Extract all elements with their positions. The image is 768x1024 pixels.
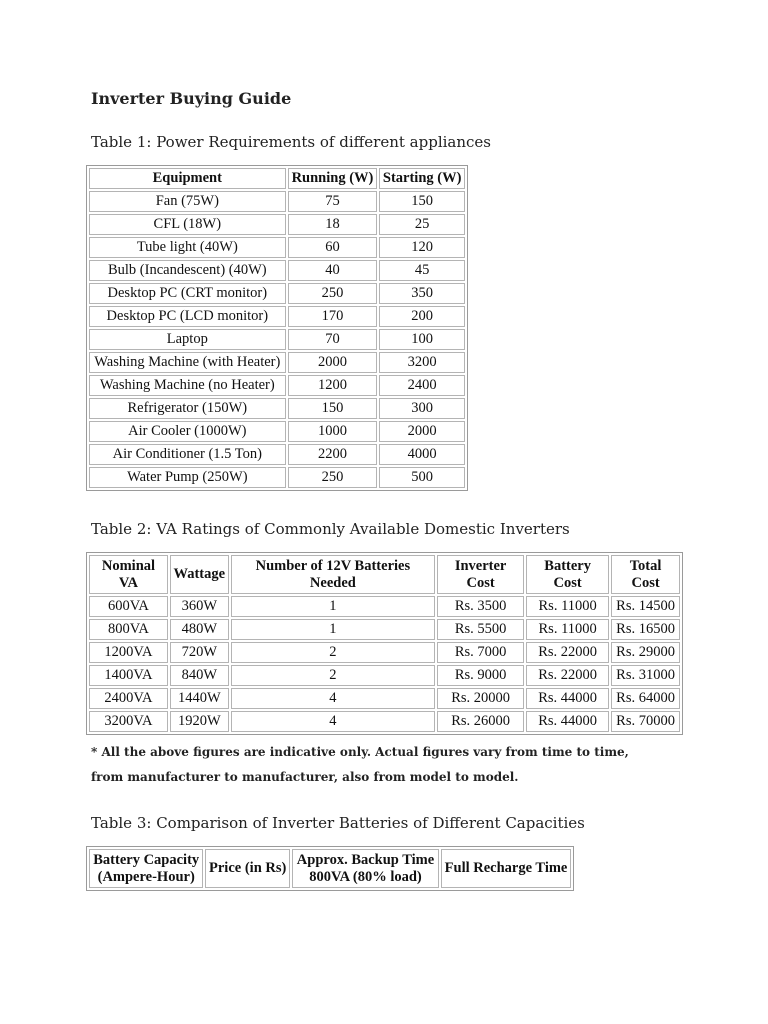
- table-cell: Rs. 9000: [437, 665, 524, 686]
- table-row: [89, 329, 465, 350]
- table-cell: 2400: [379, 375, 465, 396]
- column-header: Inverter Cost: [437, 555, 524, 594]
- table-cell: Rs. 11000: [526, 619, 609, 640]
- column-header: Running (W): [288, 168, 378, 189]
- table-cell: 200: [379, 306, 465, 327]
- column-header: Full Recharge Time: [441, 849, 571, 888]
- table-cell: 150: [288, 398, 378, 419]
- table-3-caption: Table 3: Comparison of Inverter Batteries of Different Capacities: [91, 814, 585, 832]
- table-2-caption: Table 2: VA Ratings of Commonly Available Domestic Inverters: [91, 520, 570, 538]
- table-cell: CFL (18W): [89, 214, 286, 235]
- table-cell: 120: [379, 237, 465, 258]
- table-header-row: [89, 849, 571, 888]
- table-cell: Rs. 26000: [437, 711, 524, 732]
- table-cell: 2200: [288, 444, 378, 465]
- table-row: [89, 467, 465, 488]
- table-row: [89, 711, 680, 732]
- table-cell: 2400VA: [89, 688, 168, 709]
- table-row: [89, 237, 465, 258]
- table-cell: 1000: [288, 421, 378, 442]
- table-row: [89, 444, 465, 465]
- table-cell: Rs. 16500: [611, 619, 680, 640]
- table-cell: 25: [379, 214, 465, 235]
- table-cell: 170: [288, 306, 378, 327]
- table-cell: 4: [231, 711, 435, 732]
- table-cell: 4000: [379, 444, 465, 465]
- table-cell: Air Cooler (1000W): [89, 421, 286, 442]
- table-header-row: [89, 168, 465, 189]
- table-cell: 1: [231, 596, 435, 617]
- table-cell: 75: [288, 191, 378, 212]
- table-row: [89, 665, 680, 686]
- column-header: Equipment: [89, 168, 286, 189]
- table-cell: 300: [379, 398, 465, 419]
- table-row: [89, 352, 465, 373]
- table-row: [89, 260, 465, 281]
- column-header: Total Cost: [611, 555, 680, 594]
- table-cell: 1440W: [170, 688, 229, 709]
- table-cell: Rs. 22000: [526, 665, 609, 686]
- table-cell: 600VA: [89, 596, 168, 617]
- table-row: [89, 596, 680, 617]
- table-cell: 800VA: [89, 619, 168, 640]
- table-cell: 250: [288, 283, 378, 304]
- table-cell: 350: [379, 283, 465, 304]
- table-cell: 2000: [379, 421, 465, 442]
- table-cell: 480W: [170, 619, 229, 640]
- table-cell: Rs. 5500: [437, 619, 524, 640]
- table-cell: 840W: [170, 665, 229, 686]
- table-cell: 18: [288, 214, 378, 235]
- table-cell: Tube light (40W): [89, 237, 286, 258]
- table-cell: Water Pump (250W): [89, 467, 286, 488]
- column-header: Battery Cost: [526, 555, 609, 594]
- table-cell: 60: [288, 237, 378, 258]
- power-requirements-table: [86, 165, 468, 491]
- table-row: [89, 283, 465, 304]
- column-header: Approx. Backup Time 800VA (80% load): [292, 849, 439, 888]
- column-header: Number of 12V Batteries Needed: [231, 555, 435, 594]
- column-header: Starting (W): [379, 168, 465, 189]
- table-row: [89, 619, 680, 640]
- table-cell: 1200VA: [89, 642, 168, 663]
- table-cell: Rs. 64000: [611, 688, 680, 709]
- table-cell: 1: [231, 619, 435, 640]
- column-header: Battery Capacity (Ampere-Hour): [89, 849, 203, 888]
- table-cell: Air Conditioner (1.5 Ton): [89, 444, 286, 465]
- table-cell: 720W: [170, 642, 229, 663]
- table-cell: 150: [379, 191, 465, 212]
- table-cell: 2: [231, 665, 435, 686]
- table-cell: Rs. 20000: [437, 688, 524, 709]
- table-cell: Rs. 29000: [611, 642, 680, 663]
- table-cell: 100: [379, 329, 465, 350]
- table-cell: Rs. 31000: [611, 665, 680, 686]
- table-row: [89, 421, 465, 442]
- column-header: Price (in Rs): [205, 849, 290, 888]
- table-row: [89, 191, 465, 212]
- table-cell: Desktop PC (CRT monitor): [89, 283, 286, 304]
- table-row: [89, 642, 680, 663]
- table-row: [89, 398, 465, 419]
- table-cell: Laptop: [89, 329, 286, 350]
- table-cell: Washing Machine (no Heater): [89, 375, 286, 396]
- table-cell: 2000: [288, 352, 378, 373]
- table-cell: 3200VA: [89, 711, 168, 732]
- table-cell: Fan (75W): [89, 191, 286, 212]
- table-cell: Rs. 70000: [611, 711, 680, 732]
- table-1-caption: Table 1: Power Requirements of different appliances: [91, 133, 492, 151]
- table-cell: Rs. 22000: [526, 642, 609, 663]
- column-header: Nominal VA: [89, 555, 168, 594]
- table-cell: Desktop PC (LCD monitor): [89, 306, 286, 327]
- table-cell: Rs. 11000: [526, 596, 609, 617]
- table-cell: Washing Machine (with Heater): [89, 352, 286, 373]
- table-row: [89, 306, 465, 327]
- table-row: [89, 375, 465, 396]
- table-cell: Rs. 44000: [526, 688, 609, 709]
- table-cell: Bulb (Incandescent) (40W): [89, 260, 286, 281]
- page-title: Inverter Buying Guide: [91, 89, 292, 108]
- table-row: [89, 688, 680, 709]
- table-cell: Rs. 3500: [437, 596, 524, 617]
- indicative-figures-note: * All the above figures are indicative only. Actual figures vary from time to time, from manufacturer to manufacturer, also from model to model.: [91, 745, 629, 784]
- table-cell: 1920W: [170, 711, 229, 732]
- table-cell: 1400VA: [89, 665, 168, 686]
- table-cell: 3200: [379, 352, 465, 373]
- table-cell: 4: [231, 688, 435, 709]
- column-header: Wattage: [170, 555, 229, 594]
- table-cell: 2: [231, 642, 435, 663]
- inverter-va-ratings-table: [86, 552, 683, 735]
- table-cell: 500: [379, 467, 465, 488]
- battery-comparison-table: [86, 846, 574, 891]
- table-cell: 45: [379, 260, 465, 281]
- table-cell: Refrigerator (150W): [89, 398, 286, 419]
- table-header-row: [89, 555, 680, 594]
- table-cell: 70: [288, 329, 378, 350]
- table-cell: 40: [288, 260, 378, 281]
- table-cell: Rs. 44000: [526, 711, 609, 732]
- table-cell: 250: [288, 467, 378, 488]
- table-cell: Rs. 7000: [437, 642, 524, 663]
- table-cell: 1200: [288, 375, 378, 396]
- table-cell: Rs. 14500: [611, 596, 680, 617]
- table-row: [89, 214, 465, 235]
- table-cell: 360W: [170, 596, 229, 617]
